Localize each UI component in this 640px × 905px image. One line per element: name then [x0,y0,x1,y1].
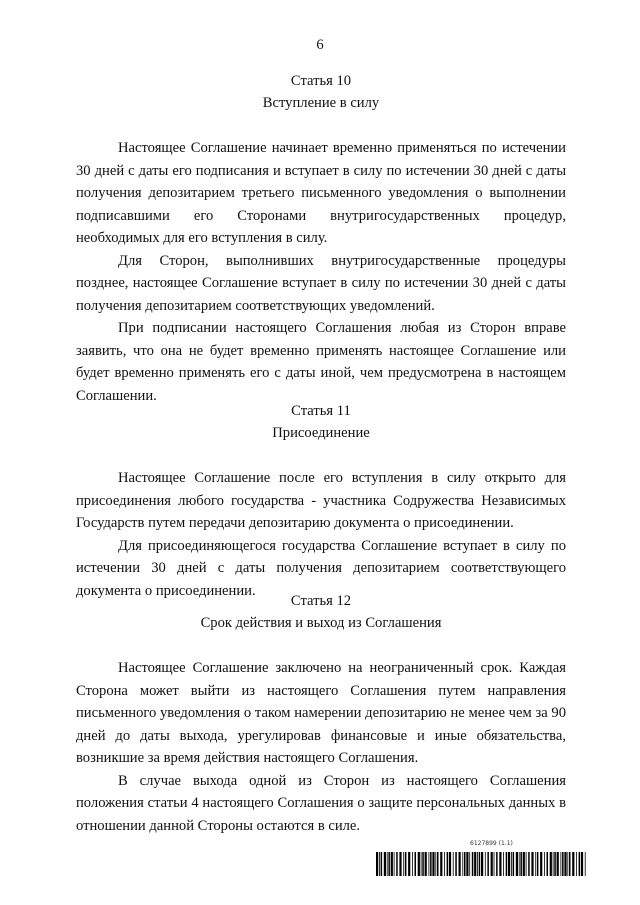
article-subtitle: Срок действия и выход из Соглашения [200,615,442,631]
article-title: Статья 10 [290,73,352,89]
article-title: Статья 11 [291,403,351,419]
article-paragraph: Для присоединяющегося государства Соглашение вступает в силу по истечении 30 дней с даты получения депозитарием соответствующего документа о присоединении. [76,537,566,599]
article-paragraph: Настоящее Соглашение заключено на неограниченный срок. Каждая Сторона может выйти из настоящего Соглашения путем направления письменного уведомления о таком намерении депозитарию не менее чем за 90 дней до даты выхода, урегулировав финансовые и иные обязательства, возникшие за время действия настоящего Соглашения. [76,660,566,766]
article-paragraph: Настоящее Соглашение после его вступления в силу открыто для присоединения любого государства - участника Содружества Независимых Государств путем передачи депозитарию документа о присоединении. [76,470,566,531]
article-paragraph: Для Сторон, выполнивших внутригосударственные процедуры позднее, настоящее Соглашение вступает в силу по истечении 30 дней с даты получения депозитарием соответствующих уведомлений. [76,252,566,314]
article-paragraph: Настоящее Соглашение начинает временно применяться по истечении 30 дней с даты его подписания и вступает в силу по истечении 30 дней с даты получения депозитарием третьего письменного уведомления о выполнении подписавшими его Сторонами внутригосударственных процедур, необходимых для его вступления в силу. [76,140,566,246]
barcode-caption: 6127899 (1.1) [470,840,513,847]
article-paragraph: В случае выхода одной из Сторон из настоящего Соглашения положения статьи 4 настоящего Соглашения о защите персональных данных в отношении данной Стороны остаются в силе. [76,772,566,834]
article-10 [76,70,566,407]
article-title: Статья 12 [290,593,352,609]
article-12 [76,590,566,837]
article-subtitle: Вступление в силу [262,95,380,111]
barcode [376,852,588,876]
article-paragraph: При подписании настоящего Соглашения любая из Сторон вправе заявить, что она не будет временно применять настоящее Соглашение или будет временно применять его с даты иной, чем предусмотрена в настоящем Соглашении. [76,320,566,404]
page-number: 6 [316,37,324,53]
article-11 [76,400,566,602]
article-subtitle: Присоединение [272,425,370,441]
